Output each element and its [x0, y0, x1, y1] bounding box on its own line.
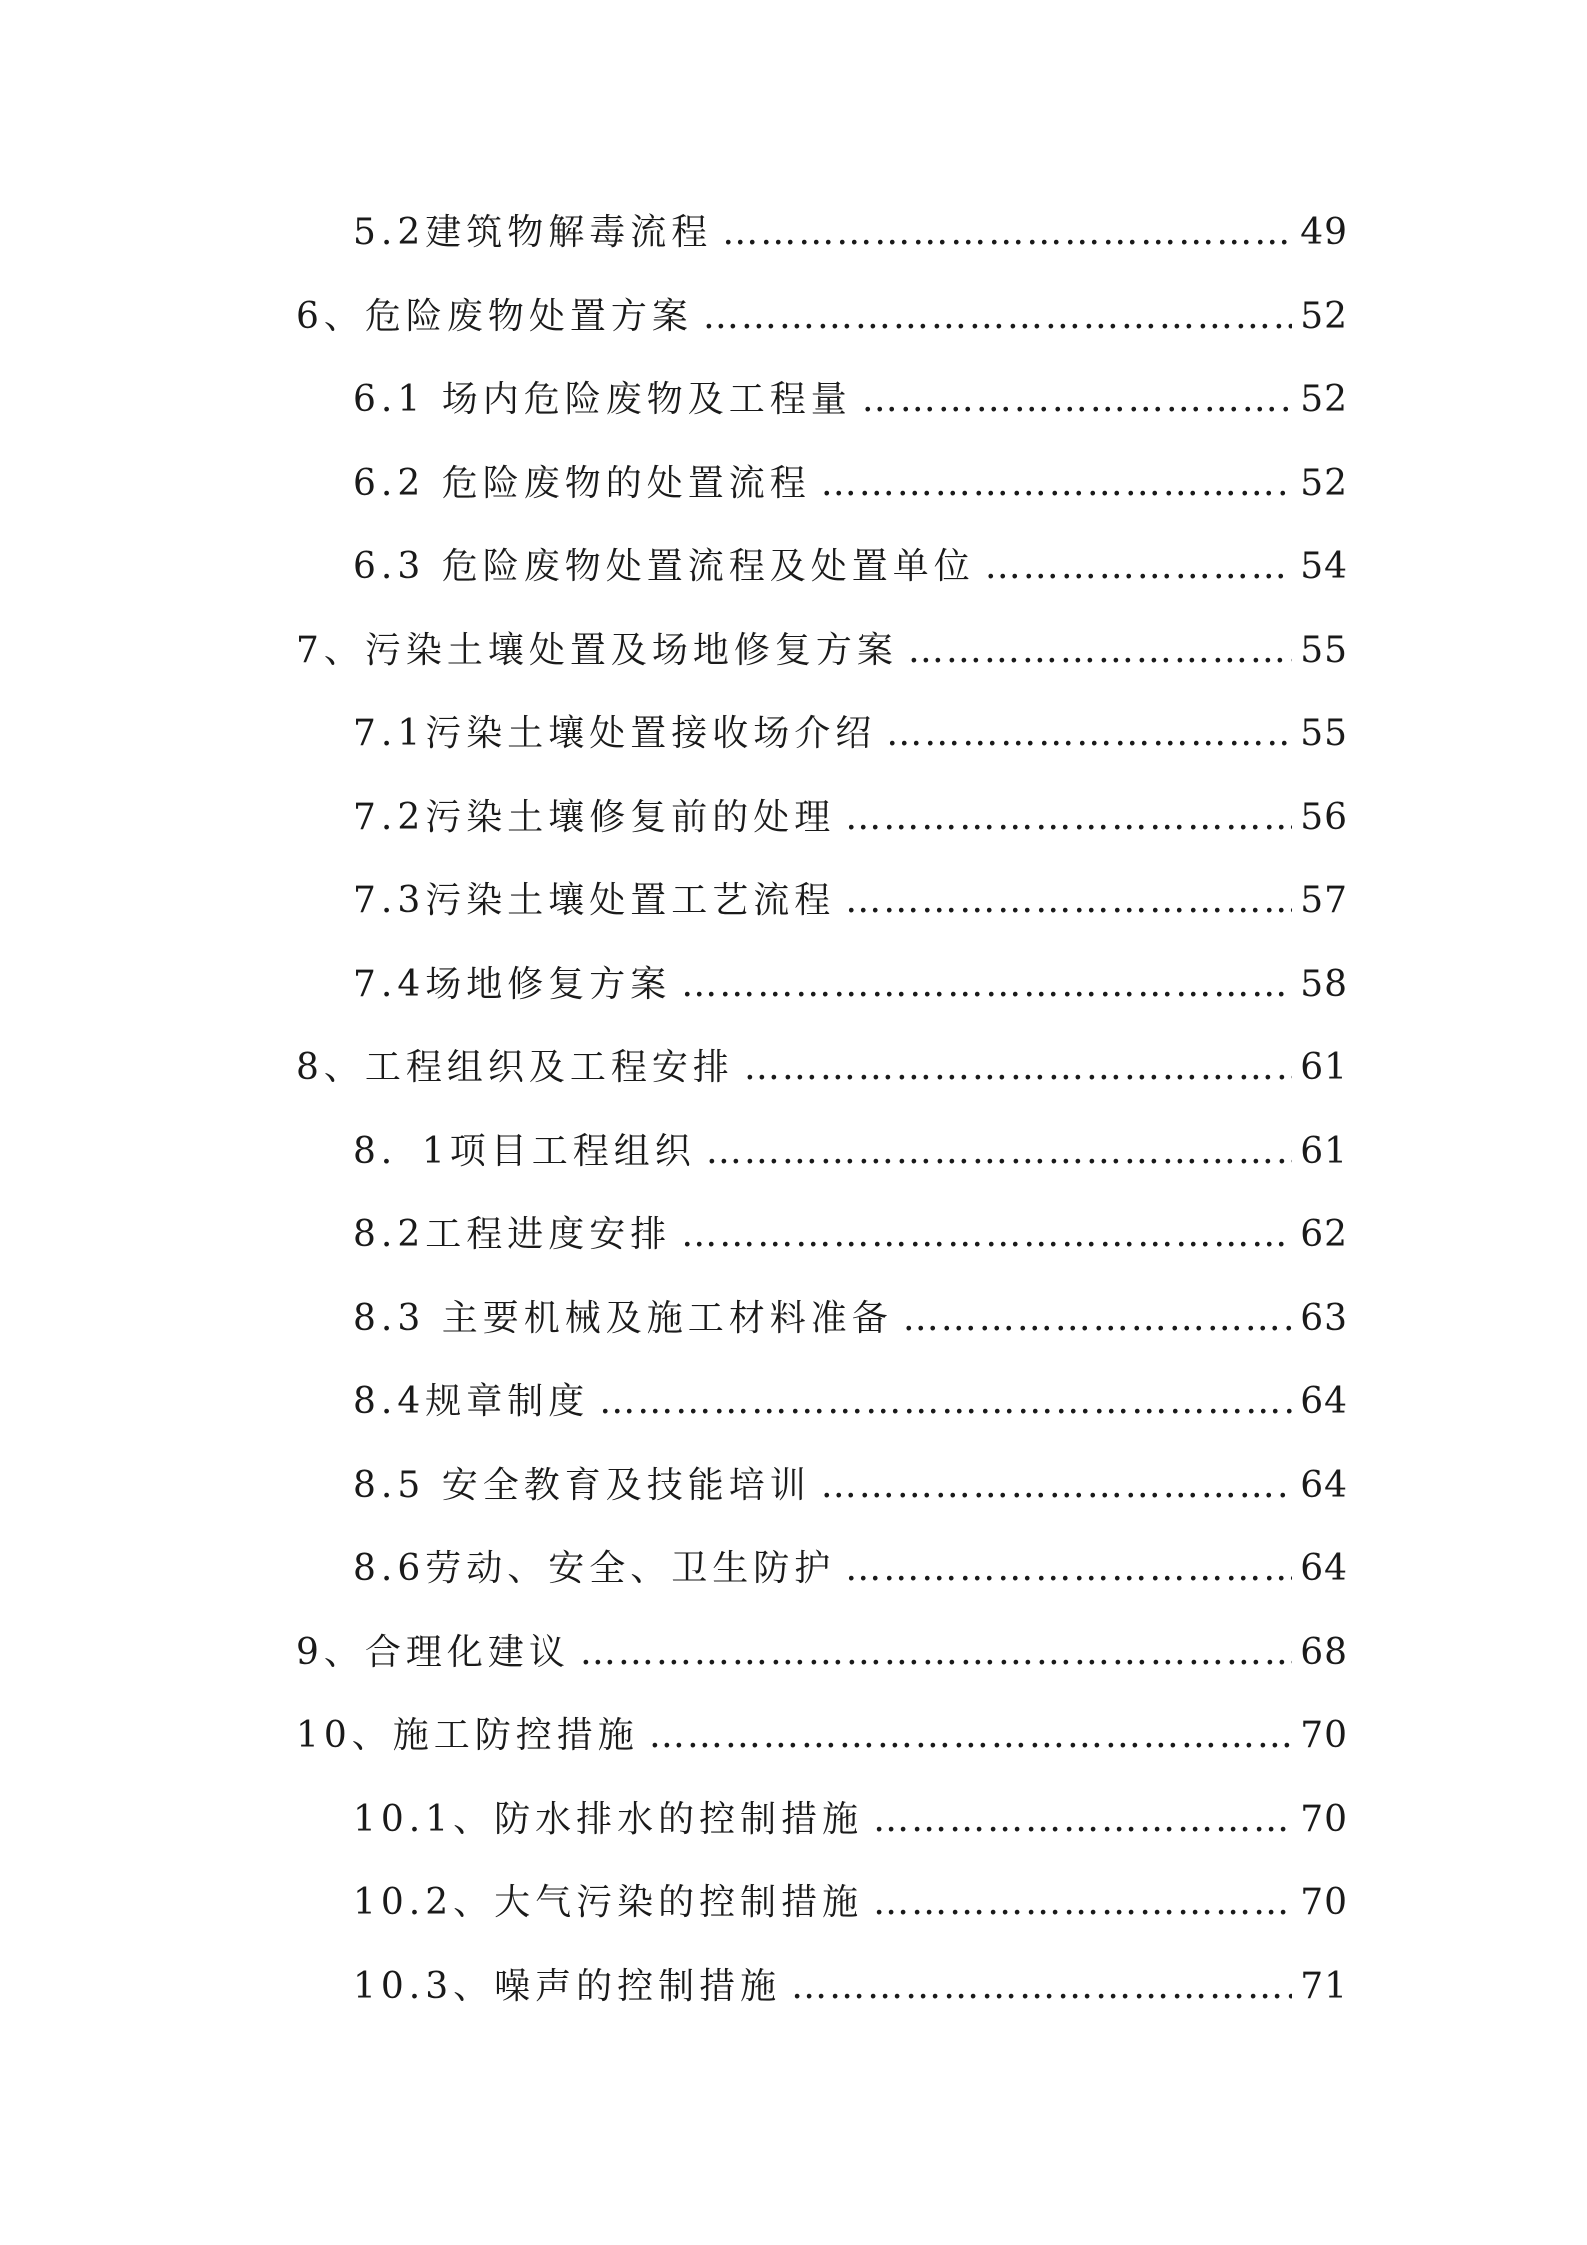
toc-entry-title: 7.3污染土壤处置工艺流程 — [353, 880, 836, 921]
toc-entry[interactable] — [296, 1373, 1348, 1457]
toc-entry-page: 52 — [1300, 379, 1348, 420]
toc-entry-page: 64 — [1300, 1548, 1348, 1589]
toc-entry-page: 62 — [1300, 1214, 1348, 1255]
toc-dot-leader — [703, 296, 1292, 337]
toc-dot-leader — [744, 1047, 1292, 1088]
toc-entry-page: 70 — [1300, 1798, 1348, 1840]
toc-entry-title: 8.4规章制度 — [353, 1381, 590, 1422]
toc-entry[interactable] — [296, 1123, 1348, 1207]
toc-dot-leader — [845, 797, 1292, 838]
table-of-contents — [296, 204, 1348, 2041]
toc-entry-page: 71 — [1300, 1965, 1348, 2007]
toc-dot-leader — [681, 964, 1292, 1005]
toc-dot-leader — [791, 1966, 1292, 2007]
toc-entry[interactable] — [296, 1874, 1348, 1958]
toc-dot-leader — [722, 212, 1292, 253]
toc-entry-title: 10.3、噪声的控制措施 — [353, 1965, 782, 2007]
toc-dot-leader — [580, 1632, 1292, 1673]
toc-dot-leader — [903, 1298, 1292, 1339]
toc-entry-title: 6.3 危险废物处置流程及处置单位 — [353, 546, 975, 587]
toc-entry-page: 54 — [1300, 546, 1348, 587]
toc-entry-title: 10.2、大气污染的控制措施 — [353, 1882, 864, 1923]
toc-entry-title: 7.4场地修复方案 — [353, 963, 672, 1005]
toc-entry-page: 70 — [1300, 1882, 1348, 1923]
toc-entry-title: 8．1项目工程组织 — [353, 1130, 696, 1172]
toc-entry[interactable] — [296, 1206, 1348, 1290]
toc-entry-page: 49 — [1300, 212, 1348, 253]
toc-dot-leader — [706, 1131, 1292, 1172]
toc-dot-leader — [681, 1214, 1292, 1255]
toc-entry-title: 10、施工防控措施 — [296, 1715, 639, 1756]
toc-entry-title: 8.2工程进度安排 — [353, 1214, 672, 1255]
toc-entry-page: 55 — [1300, 713, 1348, 754]
toc-entry-title: 10.1、防水排水的控制措施 — [353, 1798, 864, 1840]
toc-entry[interactable] — [296, 956, 1348, 1040]
toc-dot-leader — [873, 1799, 1292, 1840]
toc-entry[interactable] — [296, 872, 1348, 956]
toc-entry[interactable] — [296, 1290, 1348, 1374]
toc-entry-title: 6.1 场内危险废物及工程量 — [353, 379, 852, 420]
toc-entry-page: 57 — [1300, 880, 1348, 921]
toc-entry-page: 64 — [1300, 1381, 1348, 1422]
toc-dot-leader — [886, 713, 1292, 754]
toc-entry-title: 9、合理化建议 — [296, 1631, 570, 1673]
toc-entry-title: 8.6劳动、安全、卫生防护 — [353, 1548, 836, 1589]
toc-entry[interactable] — [296, 1791, 1348, 1875]
toc-entry-title: 7、污染土壤处置及场地修复方案 — [296, 629, 898, 671]
toc-entry-title: 7.2污染土壤修复前的处理 — [353, 796, 836, 838]
toc-dot-leader — [908, 630, 1292, 671]
toc-entry[interactable] — [296, 455, 1348, 539]
toc-entry-title: 8.5 安全教育及技能培训 — [353, 1464, 811, 1506]
toc-entry-page: 58 — [1300, 963, 1348, 1005]
toc-entry-page: 56 — [1300, 796, 1348, 838]
toc-entry[interactable] — [296, 1540, 1348, 1624]
toc-entry-title: 5.2建筑物解毒流程 — [353, 212, 713, 253]
toc-entry[interactable] — [296, 1457, 1348, 1541]
toc-entry-page: 52 — [1300, 295, 1348, 337]
toc-entry-title: 6、危险废物处置方案 — [296, 295, 693, 337]
toc-entry[interactable] — [296, 371, 1348, 455]
toc-dot-leader — [985, 546, 1292, 587]
toc-entry[interactable] — [296, 622, 1348, 706]
toc-entry[interactable] — [296, 538, 1348, 622]
toc-entry-page: 64 — [1300, 1464, 1348, 1506]
toc-entry-title: 8.3 主要机械及施工材料准备 — [353, 1297, 893, 1339]
toc-entry-page: 63 — [1300, 1297, 1348, 1339]
toc-entry-page: 61 — [1300, 1130, 1348, 1172]
toc-entry-title: 8、工程组织及工程安排 — [296, 1047, 734, 1088]
toc-entry-page: 70 — [1300, 1715, 1348, 1756]
toc-entry-page: 52 — [1300, 462, 1348, 504]
toc-entry[interactable] — [296, 1958, 1348, 2042]
toc-entry[interactable] — [296, 1707, 1348, 1791]
toc-entry[interactable] — [296, 1039, 1348, 1123]
toc-entry-title: 7.1污染土壤处置接收场介绍 — [353, 713, 877, 754]
toc-dot-leader — [821, 463, 1292, 504]
toc-entry[interactable] — [296, 1624, 1348, 1708]
toc-entry-title: 6.2 危险废物的处置流程 — [353, 462, 811, 504]
toc-entry[interactable] — [296, 705, 1348, 789]
toc-entry[interactable] — [296, 204, 1348, 288]
toc-dot-leader — [599, 1381, 1292, 1422]
toc-dot-leader — [845, 880, 1292, 921]
toc-entry[interactable] — [296, 789, 1348, 873]
toc-entry[interactable] — [296, 288, 1348, 372]
toc-entry-page: 61 — [1300, 1047, 1348, 1088]
toc-dot-leader — [873, 1882, 1292, 1923]
toc-dot-leader — [821, 1465, 1292, 1506]
toc-dot-leader — [845, 1548, 1292, 1589]
toc-entry-page: 68 — [1300, 1631, 1348, 1673]
toc-dot-leader — [862, 379, 1292, 420]
toc-entry-page: 55 — [1300, 629, 1348, 671]
toc-dot-leader — [649, 1715, 1292, 1756]
